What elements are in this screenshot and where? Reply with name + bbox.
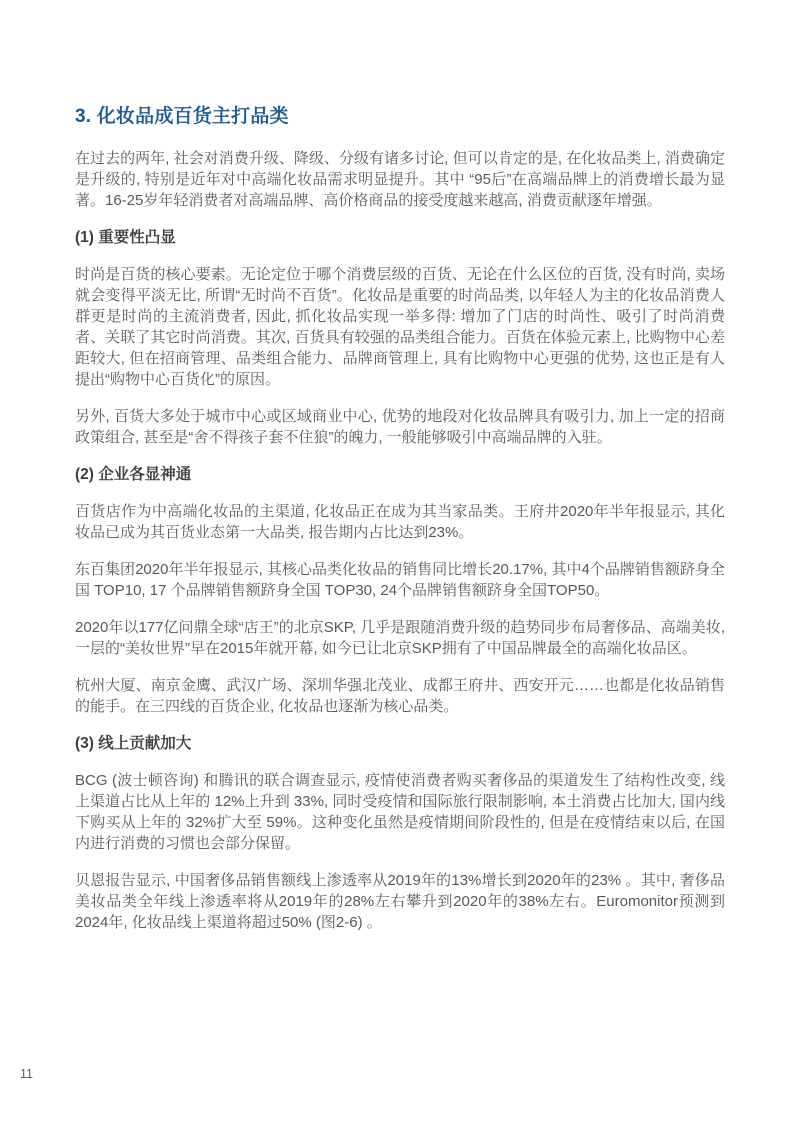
paragraph: BCG (波士顿咨询) 和腾讯的联合调查显示, 疫情使消费者购买奢侈品的渠道发生了结构性改变, 线上渠道占比从上年的 12%上升到 33%, 同时受疫情和国际旅行限制影响, 本土消费占比加大, 国内线下购买从上年的 32%扩大至 59%。这种变化虽然是疫情期间阶段性的, 但是在疫情结束以后, 在国内进行消费的习惯也会部分保留。: [75, 772, 725, 852]
paragraph: 杭州大厦、南京金鹰、武汉广场、深圳华强北茂业、成都王府井、西安开元……也都是化妆品销售的能手。在三四线的百货企业, 化妆品也逐渐为核心品类。: [75, 677, 725, 715]
paragraph: 2020年以177亿问鼎全球“店王”的北京SKP, 几乎是跟随消费升级的趋势同步布局奢侈品、高端美妆, 一层的“美妆世界”早在2015年就开幕, 如今已让北京SKP拥有了中国品牌最全的高端化妆品区。: [75, 619, 725, 657]
page-number: 11: [20, 1067, 33, 1081]
page-content: [75, 105, 725, 949]
paragraph: 百货店作为中高端化妆品的主渠道, 化妆品正在成为其当家品类。王府井2020年半年报显示, 其化妆品已成为其百货业态第一大品类, 报告期内占比达到23%。: [75, 503, 725, 541]
paragraph: 贝恩报告显示, 中国奢侈品销售额线上渗透率从2019年的13%增长到2020年的23% 。其中, 奢侈品美妆品类全年线上渗透率将从2019年的28%左右攀升到2020年的38%左右。Euromonitor预测到2024年, 化妆品线上渠道将超过50% (图2-6) 。: [75, 872, 725, 931]
subsection-title-importance: (1) 重要性凸显: [75, 229, 176, 246]
paragraph: 另外, 百货大多处于城市中心或区域商业中心, 优势的地段对化妆品牌具有吸引力, 加上一定的招商政策组合, 甚至是“舍不得孩子套不住狼”的魄力, 一般能够吸引中高端品牌的入驻。: [75, 408, 725, 446]
subsection-title-enterprises: (2) 企业各显神通: [75, 466, 192, 483]
subsection-title-online: (3) 线上贡献加大: [75, 735, 192, 752]
intro-paragraph: 在过去的两年, 社会对消费升级、降级、分级有诸多讨论, 但可以肯定的是, 在化妆品类上, 消费确定是升级的, 特别是近年对中高端化妆品需求明显提升。其中 “95后”在高端品牌上的消费增长最为显著。16-25岁年轻消费者对高端品牌、高价格商品的接受度越来越高, 消费贡献逐年增强。: [75, 150, 725, 209]
paragraph: 东百集团2020年半年报显示, 其核心品类化妆品的销售同比增长20.17%, 其中4个品牌销售额跻身全国 TOP10, 17 个品牌销售额跻身全国 TOP30, 24个品牌销售额跻身全国TOP50。: [75, 561, 725, 599]
section-heading: 3. 化妆品成百货主打品类: [75, 106, 289, 127]
paragraph: 时尚是百货的核心要素。无论定位于哪个消费层级的百货、无论在什么区位的百货, 没有时尚, 卖场就会变得平淡无比, 所谓“无时尚不百货”。化妆品是重要的时尚品类, 以年轻人为主的化妆品消费人群更是时尚的主流消费者, 因此, 抓化妆品实现一举多得: 增加了门店的时尚性、吸引了时尚消费者、关联了其它时尚消费。其次, 百货具有较强的品类组合能力。百货在体验元素上, 比购物中心差距较大, 但在招商管理、品类组合能力、品牌商管理上, 具有比购物中心更强的优势, 这也正是有人提出“购物中心百货化”的原因。: [75, 266, 725, 388]
